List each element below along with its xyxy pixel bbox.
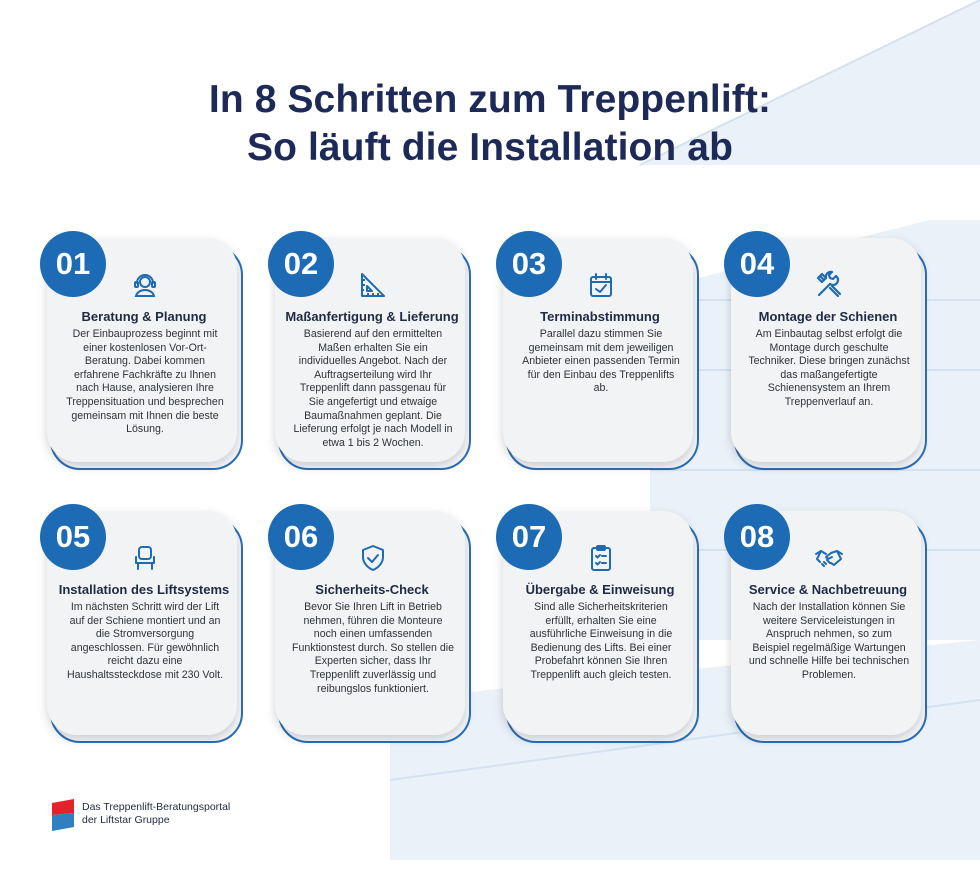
step-card-01 [40, 238, 248, 470]
step-number-badge: 06 [268, 504, 334, 570]
step-title: Übergabe & Einweisung [525, 582, 675, 597]
calendar-check-icon [586, 270, 616, 300]
step-card-03 [496, 238, 704, 470]
step-description: Basierend auf den ermittelten Maßen erhalten Sie ein individuelles Angebot. Nach der Auftragserteilung wird Ihr Treppenlift dann passgenau für Sie angefertigt und etwaige Baumaßnahmen geplant. Die Lieferung erfolgt je nach Modell in etwa 1 bis 2 Wochen. [293, 328, 453, 449]
step-description: Der Einbauprozess beginnt mit einer kostenlosen Vor-Ort-Beratung. Dabei kommen erfahrene Fachkräfte zu Ihnen nach Hause, analysieren Ihre Treppensituation und besprechen gemeinsam mit Ihnen die beste Lösung. [66, 328, 224, 436]
page-title [0, 76, 980, 172]
step-card-08 [724, 511, 932, 743]
step-card-04 [724, 238, 932, 470]
tools-icon [814, 270, 844, 300]
step-card-06 [268, 511, 476, 743]
set-square-icon [358, 270, 388, 300]
liftstar-logo-icon [52, 799, 74, 831]
step-card-05 [40, 511, 248, 743]
step-number-badge: 05 [40, 504, 106, 570]
step-number-badge: 02 [268, 231, 334, 297]
step-number-badge: 04 [724, 231, 790, 297]
shield-check-icon [358, 543, 388, 573]
step-description: Im nächsten Schritt wird der Lift auf der Schiene montiert und an die Stromversorgung angeschlossen. Für gewöhnlich reicht dazu eine Haushaltssteckdose mit 230 Volt. [66, 601, 224, 681]
title-line-2: So läuft die Installation ab [246, 126, 733, 169]
step-title: Maßanfertigung & Lieferung [285, 309, 459, 324]
footer-text [82, 801, 302, 827]
step-description: Nach der Installation können Sie weitere Serviceleistungen in Anspruch nehmen, so zum Beispiel regelmäßige Wartungen und schnelle Hilfe bei technischen Problemen. [748, 601, 910, 681]
step-description: Parallel dazu stimmen Sie gemeinsam mit dem jeweiligen Anbieter einen passenden Termin für den Einbau des Treppenlifts ab. [522, 328, 680, 395]
step-title: Installation des Liftsystems [58, 582, 230, 597]
step-description: Am Einbautag selbst erfolgt die Montage durch geschulte Techniker. Diese bringen zunächst das maßangefertigte Schienensystem an Ihrem Treppenverlauf an. [748, 328, 910, 408]
step-title: Beratung & Planung [81, 309, 207, 324]
stairlift-seat-icon [130, 543, 160, 573]
step-card-02 [268, 238, 476, 470]
step-description: Sind alle Sicherheitskriterien erfüllt, erhalten Sie eine ausführliche Einweisung in die Bedienung des Lifts. Bei einer Probefahrt können Sie Ihren Treppenlift auch gleich testen. [529, 601, 673, 681]
title-line-1: In 8 Schritten zum Treppenlift: [208, 78, 772, 121]
step-number-badge: 01 [40, 231, 106, 297]
step-title: Sicherheits-Check [315, 582, 429, 597]
support-agent-icon [130, 270, 160, 300]
step-description: Bevor Sie Ihren Lift in Betrieb nehmen, führen die Monteure noch einen umfassenden Funktionstest durch. So stellen die Experten sicher, dass Ihr Treppenlift zuverlässig und reibungslos funktioniert. [292, 601, 454, 695]
handshake-icon [814, 543, 844, 573]
step-number-badge: 08 [724, 504, 790, 570]
step-card-07 [496, 511, 704, 743]
step-number-badge: 07 [496, 504, 562, 570]
step-number-badge: 03 [496, 231, 562, 297]
step-title: Service & Nachbetreuung [748, 582, 908, 597]
footer-line-2: der Liftstar Gruppe [82, 814, 170, 826]
clipboard-checklist-icon [586, 543, 616, 573]
step-title: Montage der Schienen [758, 309, 898, 324]
footer-line-1: Das Treppenlift-Beratungsportal [82, 801, 231, 813]
step-title: Terminabstimmung [540, 309, 660, 324]
